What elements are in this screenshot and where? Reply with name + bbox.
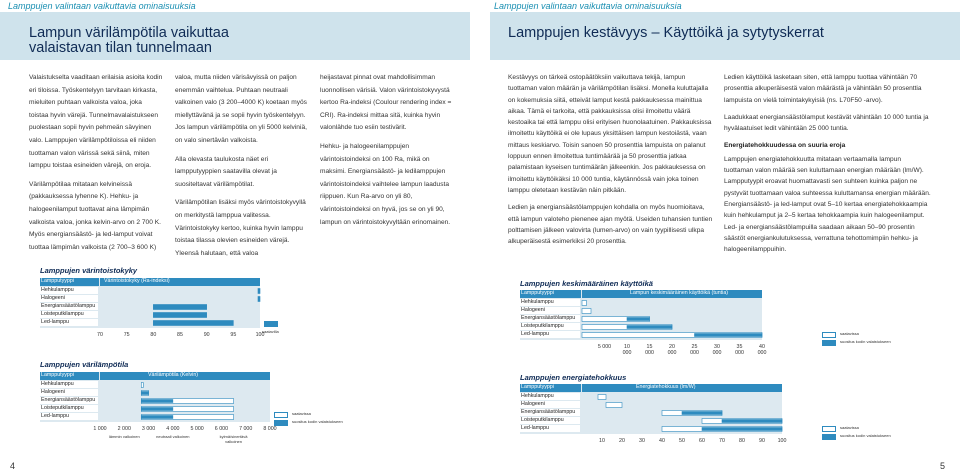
x-tick-label: 100: [255, 332, 265, 338]
paragraph: Värilämpötilaa mitataan kelvineissä (pakkauksessa lyhenne K). Hehku- ja halogeenilamput tuottavat aina lämpimän valkoista valoa, jonka kelvin-arvo on 2 700 K. Myös energiansäästö- ja led-lamput voivat tuottaa lämpimän valkoista (2 700–3 600 K): [29, 180, 161, 251]
axis-band-label: kylmä/sinertävä valkoinen: [219, 434, 248, 444]
bar-available: [598, 395, 606, 400]
category-label: Energiansäästölamppu: [520, 315, 580, 323]
bar-range: [258, 297, 260, 302]
x-tick-label: 2 000: [117, 426, 131, 432]
category-label: Loisteputkilamppu: [520, 323, 580, 331]
paragraph: Lamppujen energiatehokkuutta mitataan vertaamalla lampun tuottaman valon määrää sen kuluttamaan energian määrään (lm/W). Lampputyypit eroavat huomattavasti sen suhteen kuinka paljon ne pystyvät tuottamaan valoa suhteessa kuluttamansa energian määrään. Energiansäästö- ja led-lamput ovat 5–10 kertaa energiatehokkaampia kuin hehkulamput ja 2–5 kertaa tehokkaampia kuin halogeenilamput. Led- ja energiansäästölampuilla saadaan aikaan 50–90 prosentin säästöt energiankulutuksessa, verrattuna tehottomimpiin hehku- ja halogeenilamppuihin.: [724, 155, 931, 254]
x-tick-label: 100: [777, 438, 787, 444]
category-label: Loisteputkilamppu: [40, 405, 98, 413]
x-tick-label: 20: [619, 438, 625, 444]
category-label: Hehkulamppu: [520, 393, 580, 401]
chart-energy-efficiency: [520, 384, 891, 454]
x-tick-label: 3 000: [141, 426, 156, 432]
category-label: Loisteputkilamppu: [520, 417, 580, 425]
chart-header-left: Lampputyyppi: [520, 384, 581, 392]
category-label: Led-lamppu: [40, 413, 98, 421]
legend-label: saatavissa: [292, 411, 311, 416]
x-tick-label: 35 000: [735, 344, 744, 356]
section-heading: Energiatehokkuudessa on suuria eroja: [724, 142, 846, 150]
page-title-right: Lamppujen kestävyys – Käyttöikä ja sytytyskerrat: [508, 25, 824, 41]
legend-swatch-available: [822, 332, 836, 338]
x-tick-label: 5 000: [597, 344, 612, 350]
x-tick-label: 6 000: [214, 426, 229, 432]
bar-range: [258, 289, 260, 294]
x-tick-label: 80: [150, 332, 157, 338]
bar-recommended: [141, 400, 173, 403]
x-tick-label: 7 000: [239, 426, 253, 432]
category-label: Hehkulamppu: [40, 381, 98, 389]
legend-label: saatavissa: [840, 425, 859, 430]
legend-swatch-recommended: [822, 340, 836, 346]
category-label: Led-lamppu: [40, 319, 98, 327]
paragraph: Ledien käyttöikä lasketaan siten, että lamppu tuottaa vähintään 70 prosenttia alkuperäisestä valon määrästä ja vähintään 50 prosenttia lampuista on vielä toimintakykyisiä (ns. L70F50 -arvo).: [724, 74, 922, 104]
x-tick-label: 90: [203, 332, 210, 338]
chart-header-right: Lampun keskimääräinen käyttöikä (tuntia): [582, 290, 762, 298]
x-tick-label: 5 000: [190, 426, 204, 432]
chart-header-right: Energiatehokkuus (lm/W): [582, 384, 782, 392]
x-tick-label: 1 000: [93, 426, 107, 432]
bar-available: [582, 309, 591, 314]
legend-label: suositus kodin valaistukseen: [840, 433, 891, 438]
category-label: Loisteputkilamppu: [40, 311, 98, 319]
x-tick-label: 60: [699, 438, 705, 444]
legend-label: saatavilla: [262, 329, 279, 334]
bar-recommended: [627, 326, 672, 329]
category-label: Hehkulamppu: [40, 287, 98, 295]
category-label: Energiansäästölamppu: [40, 303, 98, 311]
category-label: Hehkulamppu: [520, 299, 580, 307]
chart-title: Lamppujen keskimääräinen käyttöikä: [520, 279, 653, 288]
bar-recommended: [702, 428, 782, 431]
paragraph: heijastavat pinnat ovat mahdollisimman luonnollisen värisiä. Valon värintoistokyvystä kertoo Ra-indeksi (Coulour rendering index = CRI). Ra-indeksi mittaa sitä, kuinka hyvin valonlähde tuo esiin testivärit.: [320, 74, 452, 132]
category-label: Led-lamppu: [520, 331, 580, 339]
page-number-left: 4: [10, 461, 16, 471]
legend-swatch-available: [822, 426, 836, 432]
category-label: Halogeeni: [40, 295, 98, 303]
x-tick-label: 30: [639, 438, 645, 444]
axis-band-label: neutraali valkoinen: [156, 434, 190, 439]
x-tick-label: 95: [230, 332, 237, 338]
bar-available: [141, 383, 143, 388]
paragraph: Ledien ja energiansäästölamppujen kohdalla on myös huomioitava, että lampun valoteho pienenee ajan myötä. Useiden tuhansien tuntien polttamisen jälkeen valovirta (lumen-arvo) on vain tyypillisesti ulkpa alkuperäisestä esimerkiksi 20 prosenttia.: [508, 204, 713, 246]
page-title-left: Lampun värilämpötila vaikuttaa valaistavan tilan tunnelmaan: [29, 25, 229, 56]
chart-header-right: Värintoistokyky (Ra-indeksi): [100, 278, 260, 286]
x-tick-label: 70: [97, 332, 103, 338]
chart-title: Lamppujen värilämpötila: [40, 360, 129, 369]
bar-available: [582, 301, 587, 306]
legend-swatch: [264, 321, 278, 327]
category-label: Energiansäästölamppu: [40, 397, 98, 405]
legend-label: suositus kodin valaistukseen: [840, 339, 891, 344]
paragraph: Valaistukselta vaaditaan erilaisia asioita kodin eri tiloissa. Työskentelyyn tarvitaan kirkasta, mieluiten puhtaan valkoista valoa, joka toistaa hyvin värejä. Tunnelmavalaistukseen puolestaan sopii hyvin pehmeän sävyinen valo. Lamppujen värilämpötiloissa eli niiden tuottaman valon värissä sekä siinä, miten lamppu toistaa esineiden värejä, on eroja.: [29, 74, 163, 170]
chart-plot: [100, 372, 270, 422]
bar-range: [153, 305, 206, 310]
paragraph: Kestävyys on tärkeä ostopäätöksiin vaikuttava tekijä, lampun tuottaman valon määrän ja värilämpötilan lisäksi. Monella kuluttajalla on kokemuksia siitä, etteivät lamput kestä pakkauksessa mainittua aikaa. Tämä ei tarkoita, että pakkauksissa olisi ilmoitettu väärä kestoaika tai että lamppu olisi erityisen huonolaatuinen. Pakkauksissa ilmoitettu käyttöikä ei ole lupaus yksittäisen lampun kestoiästä, vaan mittaus keskiarvo. Toisin sanoen 50 prosenttia lampuista on palanut loppuun ennen ilmoitettua tuntimäärää ja 50 prosenttia jatkaa palamistaan kyseisen tuntimäärän jälkeenkin. Jos pakkauksessa on ilmoitettu käyttöikäksi 10 000 tuntia, käytännössä vain joka toinen lamppu oletetaan kestävän näin pitkään.: [508, 74, 712, 194]
bar-recommended: [682, 412, 722, 415]
text-column-2: [175, 72, 310, 266]
x-tick-label: 90: [759, 438, 765, 444]
page-number-right: 5: [940, 461, 946, 471]
text-column-5: [724, 72, 932, 261]
x-tick-label: 70: [719, 438, 725, 444]
chart-header-left: Lampputyyppi: [40, 278, 99, 286]
x-tick-label: 20 000: [667, 344, 677, 356]
text-column-3: [320, 72, 455, 235]
chart-plot: [582, 384, 782, 434]
bar-recommended: [141, 416, 173, 419]
paragraph: Värilämpötilan lisäksi myös värintoistokyvyllä on merkitystä lamppua valitessa. Värintoistokyky kertoo, kuinka hyvin lamppu toistaa tilassa olevien esineiden värejä. Yleensä halutaan, että valoa: [175, 199, 306, 257]
x-tick-label: 85: [177, 332, 183, 338]
category-label: Halogeeni: [520, 307, 580, 315]
x-tick-label: 80: [739, 438, 745, 444]
bar-recommended: [627, 318, 650, 321]
x-tick-label: 40 000: [757, 344, 767, 356]
running-head-left: Lamppujen valintaan vaikuttavia ominaisuuksia: [8, 1, 196, 11]
x-tick-label: 4 000: [166, 426, 180, 432]
legend-swatch-available: [274, 412, 288, 418]
x-tick-label: 30 000: [712, 344, 722, 356]
bar-range: [153, 313, 206, 318]
x-tick-label: 75: [123, 332, 130, 338]
chart-title: Lamppujen energiatehokkuus: [520, 373, 627, 382]
x-tick-label: 15 000: [645, 344, 654, 356]
legend-swatch-recommended: [822, 434, 836, 440]
chart-header-left: Lampputyyppi: [520, 290, 581, 298]
chart-plot: [582, 290, 762, 340]
legend-label: saatavissa: [840, 331, 859, 336]
category-label: Energiansäästölamppu: [520, 409, 580, 417]
category-label: Halogeeni: [40, 389, 98, 397]
text-column-4: [508, 72, 713, 253]
x-tick-label: 8 000: [263, 426, 277, 432]
chart-title: Lamppujen värintoistokyky: [40, 266, 138, 275]
chart-color-temperature: [40, 372, 343, 452]
bar-recommended: [695, 334, 763, 337]
x-tick-label: 10 000: [622, 344, 632, 356]
bar-range: [153, 321, 233, 326]
x-tick-label: 10: [599, 438, 605, 444]
chart-color-rendering: [40, 278, 279, 348]
paragraph: Hehku- ja halogeenilamppujen värintoistoindeksi on 100 Ra, mikä on maksimi. Energiansäästö- ja ledilamppujen värintoistoindeksi vaihtelee lampun laadusta riippuen. Kun Ra-arvo on yli 80, värintoistoindeksi on hyvä, jos se on yli 90, lampun on värintoistokyvyltään erinomainen.: [320, 142, 451, 226]
x-tick-label: 25 000: [690, 344, 699, 356]
bar-recommended: [141, 392, 148, 395]
chart-header-left: Lampputyyppi: [40, 372, 99, 380]
bar-recommended: [141, 408, 173, 411]
legend-label: suositus kodin valaistukseen: [292, 419, 343, 424]
paragraph: valoa, mutta niiden värisävyissä on paljon enemmän vaihtelua. Puhtaan neutraali valkoinen valo (3 200–4000 K) koetaan myös miellyttävänä ja se sopii hyvin työskentelyyn. Jos lampun värilämpötila on yli 5000 kelviniä, on valo sinertävän valkoista.: [175, 74, 307, 144]
x-tick-label: 40: [659, 438, 665, 444]
bar-available: [606, 403, 622, 408]
paragraph: Laadukkaat energiansäästölamput kestävät vähintään 10 000 tuntia ja hyvälaatuiset ledit vähintään 25 000 tuntia.: [724, 113, 929, 133]
chart-lifetime: [520, 290, 891, 360]
running-head-right: Lamppujen valintaan vaikuttavia ominaisuuksia: [494, 1, 682, 11]
axis-band-label: lämmin valkoinen: [108, 434, 140, 439]
chart-header-right: Värilämpötila (Kelvin): [100, 372, 270, 380]
x-tick-label: 50: [679, 438, 685, 444]
paragraph: Alla olevasta taulukosta näet eri lampputyyppien saatavilla olevat ja suositeltavat värilämpötilat.: [175, 155, 277, 188]
category-label: Halogeeni: [520, 401, 580, 409]
bar-recommended: [722, 420, 782, 423]
chart-plot: [100, 278, 260, 328]
text-column-1: [29, 72, 163, 260]
legend-swatch-recommended: [274, 420, 288, 426]
category-label: Led-lamppu: [520, 425, 580, 433]
